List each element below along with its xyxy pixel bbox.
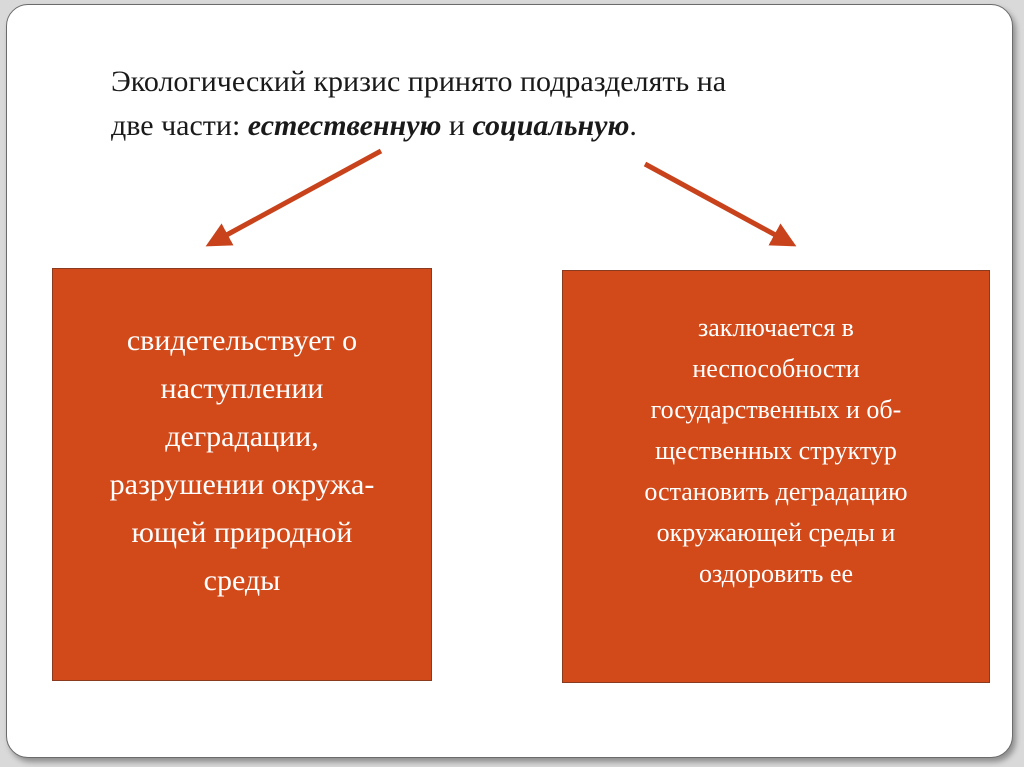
left-line-3: деградации, bbox=[165, 419, 319, 453]
left-line-6: среды bbox=[203, 563, 281, 597]
right-line-5: остановить деградацию bbox=[644, 477, 908, 506]
heading-conjunction: и bbox=[441, 109, 473, 142]
natural-crisis-text bbox=[92, 305, 393, 645]
right-line-6: окружающей среды и bbox=[656, 518, 896, 547]
left-line-2: наступлении bbox=[160, 371, 324, 405]
natural-crisis-box bbox=[52, 268, 432, 681]
right-line-7: оздоровить ее bbox=[698, 559, 853, 588]
social-crisis-text bbox=[622, 307, 929, 646]
left-line-4: разрушении окружа- bbox=[109, 467, 375, 501]
right-line-2: неспособности bbox=[692, 354, 860, 383]
right-line-3: государственных и об- bbox=[650, 395, 902, 424]
heading-period: . bbox=[629, 109, 637, 142]
slide-heading bbox=[111, 60, 931, 148]
social-crisis-box bbox=[562, 270, 990, 683]
heading-line-2-prefix: две части: bbox=[111, 109, 248, 142]
left-line-1: свидетельствует о bbox=[126, 323, 358, 357]
term-social: социальную bbox=[472, 109, 630, 142]
right-line-1: заключается в bbox=[698, 313, 854, 342]
term-natural: естественную bbox=[247, 109, 442, 142]
heading-line-1: Экологический кризис принято подразделять на bbox=[111, 65, 727, 98]
left-line-5: ющей природной bbox=[131, 515, 353, 549]
right-line-4: щественных структур bbox=[655, 436, 897, 465]
